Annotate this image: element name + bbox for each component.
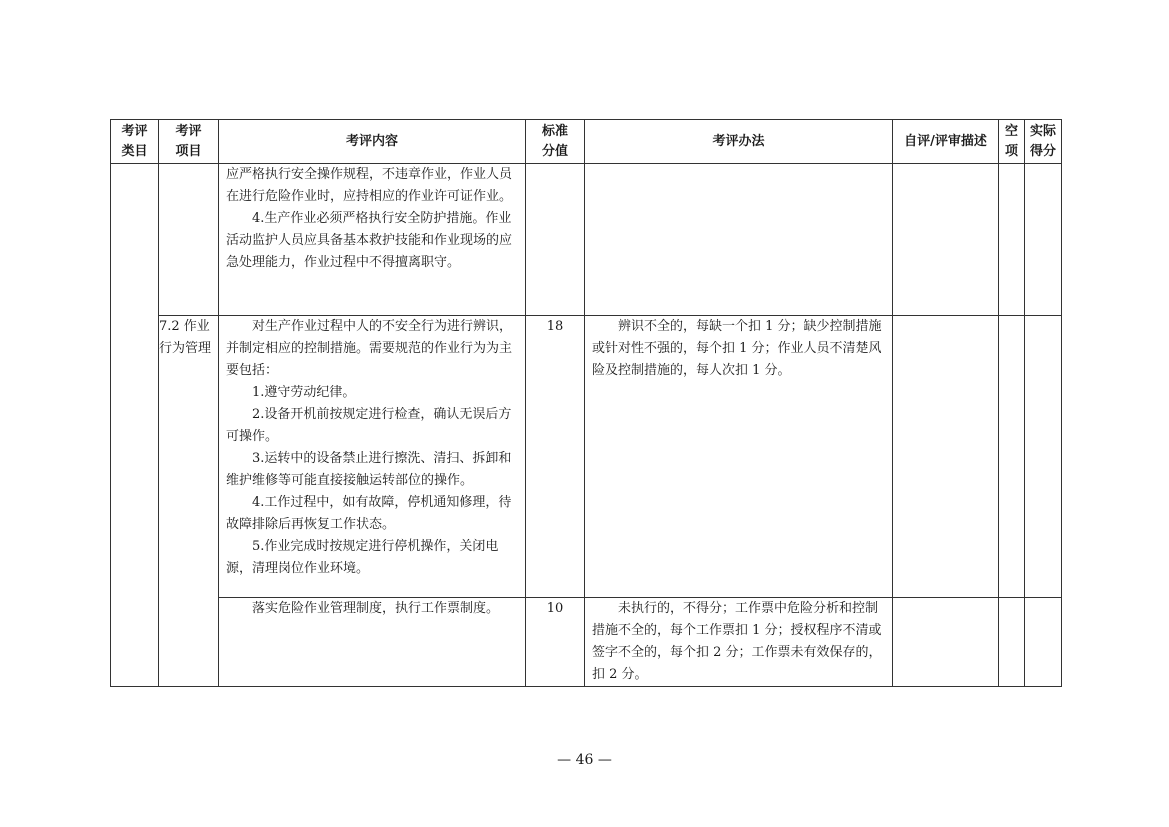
header-score: 标准 分值	[526, 120, 585, 164]
self-review-cell	[893, 164, 999, 316]
content-cell	[219, 164, 526, 316]
score-value: 18	[546, 319, 564, 334]
header-actual-score: 实际 得分	[1025, 120, 1062, 164]
content-paragraph: 对生产作业过程中人的不安全行为进行辨识，并制定相应的控制措施。需要规范的作业行为为主要包括：	[226, 319, 513, 378]
content-paragraph: 4.工作过程中，如有故障，停机通知修理，待故障排除后再恢复工作状态。	[226, 495, 512, 532]
header-item: 考评 项目	[159, 120, 219, 164]
item-cell	[159, 164, 219, 316]
method-cell	[585, 316, 893, 598]
score-cell	[526, 316, 585, 598]
header-method: 考评办法	[585, 120, 893, 164]
method-text: 辨识不全的，每缺一个扣 1 分；缺少控制措施或针对性不强的，每个扣 1 分；作业人员不清楚风险及控制措施的，每人次扣 1 分。	[592, 319, 882, 378]
header-row	[111, 120, 1062, 164]
content-paragraph: 应严格执行安全操作规程，不违章作业，作业人员在进行危险作业时，应持相应的作业许可证作业。	[226, 167, 513, 204]
table-row	[111, 316, 1062, 598]
content-paragraph: 2.设备开机前按规定进行检查，确认无误后方可操作。	[226, 407, 512, 444]
actual-score-cell	[1025, 598, 1062, 687]
category-cell	[111, 164, 159, 687]
table-row	[111, 164, 1062, 316]
self-review-cell	[893, 316, 999, 598]
content-paragraph: 5.作业完成时按规定进行停机操作，关闭电源，清理岗位作业环境。	[226, 539, 499, 576]
empty-cell	[999, 164, 1025, 316]
header-self-review: 自评/评审描述	[893, 120, 999, 164]
item-cell	[159, 316, 219, 687]
content-paragraph: 4.生产作业必须严格执行安全防护措施。作业活动监护人员应具备基本救护技能和作业现场的应急处理能力，作业过程中不得擅离职守。	[226, 211, 513, 270]
score-cell	[526, 598, 585, 687]
evaluation-table	[110, 119, 1062, 687]
content-cell	[219, 316, 526, 598]
method-text: 未执行的，不得分；工作票中危险分析和控制措施不全的，每个工作票扣 1 分；授权程序不清或签字不全的，每个扣 2 分；工作票未有效保存的，扣 2 分。	[592, 601, 882, 682]
actual-score-cell	[1025, 164, 1062, 316]
table-row	[111, 598, 1062, 687]
content-cell	[219, 598, 526, 687]
content-paragraph: 3.运转中的设备禁止进行擦洗、清扫、拆卸和维护维修等可能直接接触运转部位的操作。	[226, 451, 512, 488]
score-cell	[526, 164, 585, 316]
header-content: 考评内容	[219, 120, 526, 164]
header-category: 考评 类目	[111, 120, 159, 164]
content-paragraph: 1.遵守劳动纪律。	[252, 385, 356, 400]
content-text	[219, 164, 525, 274]
item-label: 7.2 作业行为管理	[159, 319, 212, 356]
self-review-cell	[893, 598, 999, 687]
actual-score-cell	[1025, 316, 1062, 598]
content-text	[219, 316, 525, 580]
method-cell	[585, 164, 893, 316]
content-text: 落实危险作业管理制度，执行工作票制度。	[252, 601, 500, 616]
page-number: — 46 —	[557, 752, 612, 768]
header-empty: 空 项	[999, 120, 1025, 164]
method-cell	[585, 598, 893, 687]
score-value: 10	[546, 601, 564, 616]
empty-cell	[999, 316, 1025, 598]
empty-cell	[999, 598, 1025, 687]
